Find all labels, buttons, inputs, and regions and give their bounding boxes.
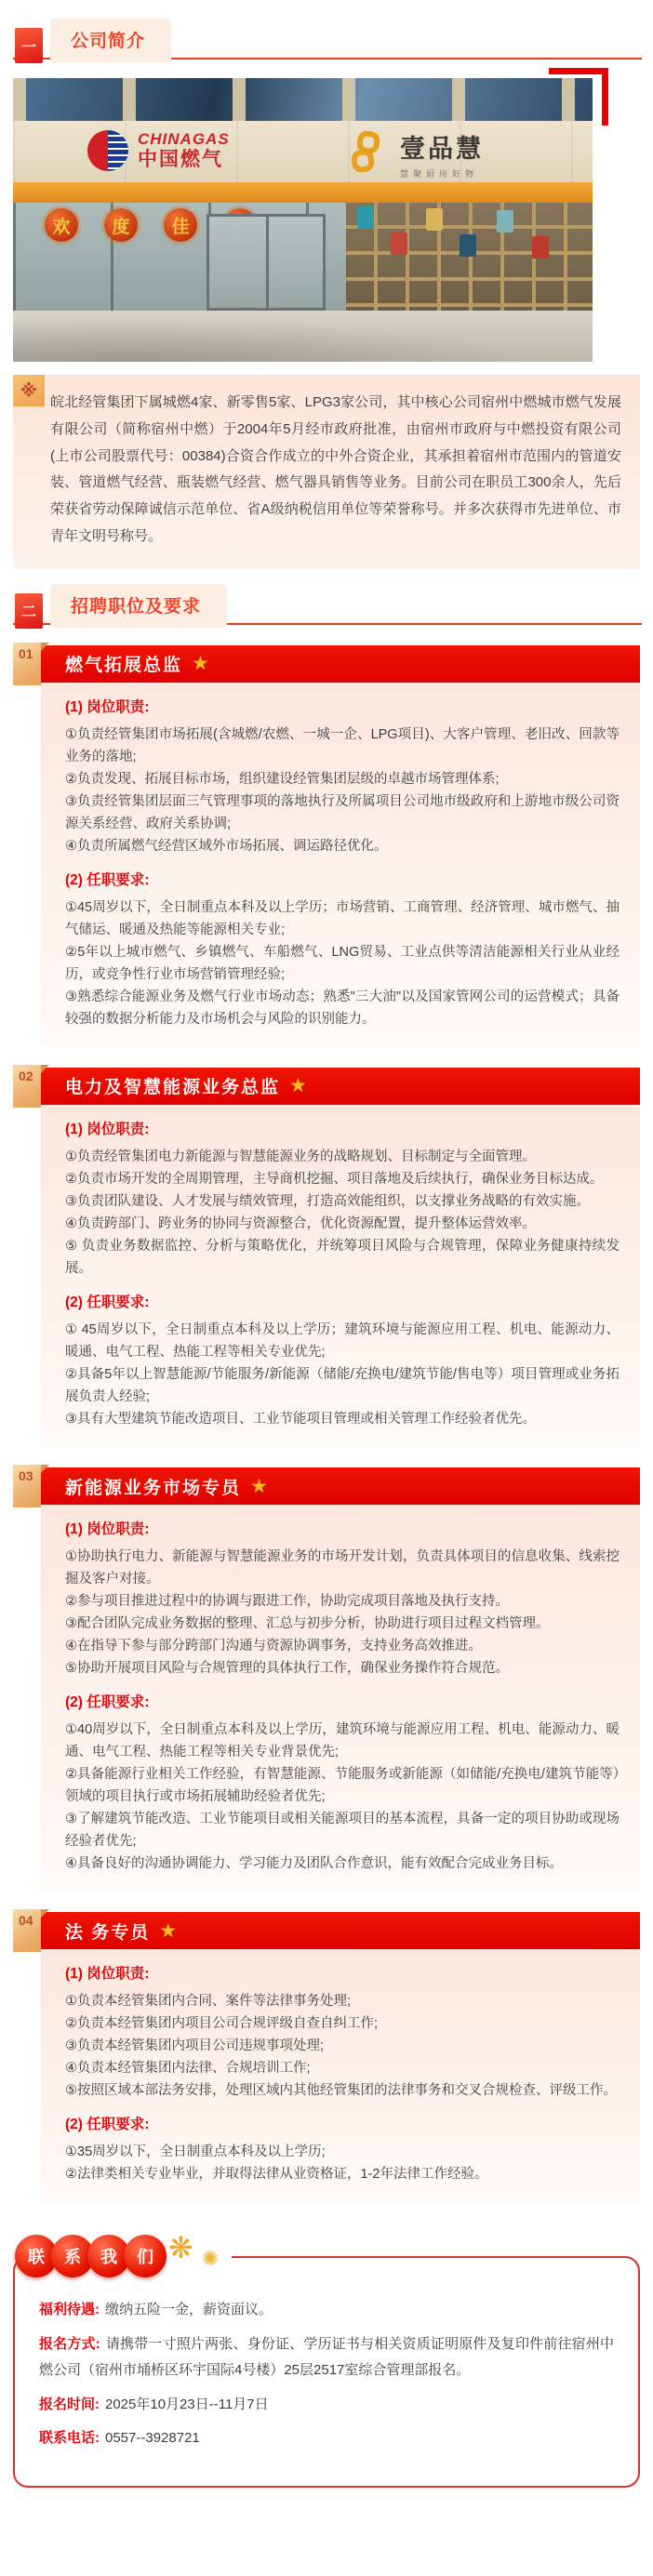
product-box: [357, 206, 374, 229]
product-box: [532, 236, 549, 259]
requirement-item: ①35周岁以下，全日制重点本科及以上学历;: [65, 2144, 326, 2160]
product-box: [460, 234, 476, 257]
yipinhui-sign-text: [400, 128, 484, 179]
duty-item: ④负责跨部门、跨业务的协同与资源整合，优化资源配置，提升整体运营效率。: [65, 1215, 536, 1231]
contact-label: 联系电话:: [39, 2430, 100, 2447]
duty-item: ⑤ 负责业务数据监控、分析与策略优化，并统筹项目风险与合规管理，保障业务健康持续发展。: [65, 1238, 620, 1276]
contact-value: 0557--3928721: [105, 2430, 200, 2447]
company-intro-box: [13, 375, 640, 569]
display-shelves: [346, 203, 593, 311]
fireworks-icon: ❋: [168, 2231, 193, 2265]
fireworks-decoration: [167, 2231, 232, 2278]
job-details: [41, 683, 640, 1047]
contact-label: 福利待遇:: [39, 2302, 100, 2318]
job-section-new-energy-market-specialist: [13, 1467, 640, 1892]
product-box: [497, 210, 513, 232]
duty-item: ③配合团队完成业务数据的整理、汇总与初步分析，协助进行项目过程文档管理。: [65, 1616, 550, 1631]
sign-text-chinese: 中国燃气: [138, 148, 223, 170]
entrance-door: [207, 214, 326, 311]
duty-item: ④在指导下参与部分跨部门沟通与资源协调事务，支持业务高效推进。: [65, 1639, 482, 1654]
requirement-item: ①45周岁以下，全日制重点本科及以上学历；市场营销、工商管理、经济管理、城市燃气、抽气储运、暖通及热能等能源相关专业;: [65, 899, 620, 937]
requirement-item: ②具备能源行业相关工作经验，有智慧能源、节能服务或新能源（如储能/充换电/建筑节能等）领域的项目执行或市场拓展辅助经验者优先;: [65, 1767, 620, 1805]
section-header-positions: [13, 584, 642, 625]
duty-item: ②负责发现、拓展目标市场，组织建设经管集团层级的卓越市场管理体系;: [65, 771, 500, 787]
job-details: [41, 1105, 640, 1447]
contact-badge-circle: 系: [51, 2235, 94, 2277]
duties-heading: (1) 岗位职责:: [65, 1121, 150, 1137]
festival-circle: 佳: [164, 208, 197, 242]
contact-line-apply-time: [39, 2392, 614, 2419]
section-number-chip: 一: [15, 28, 43, 63]
requirement-item: ③具有大型建筑节能改造项目、工业节能项目管理或相关管理工作经验者优先。: [65, 1412, 536, 1427]
sign-text-english: CHINAGAS: [138, 130, 230, 149]
job-banner: [13, 1912, 640, 1949]
star-icon: ★: [250, 1475, 268, 1497]
star-icon: ★: [159, 1919, 178, 1942]
photo-pavement: [13, 311, 593, 362]
contact-section: [13, 2231, 640, 2488]
contact-badge-circle: 我: [87, 2235, 130, 2277]
sign-name: 壹品慧: [400, 135, 484, 163]
requirements-heading: (2) 任职要求:: [65, 2117, 150, 2133]
contact-label: 报名方式:: [39, 2335, 100, 2352]
photo-upper-windows: [13, 78, 593, 121]
contact-line-benefits: [39, 2297, 614, 2324]
duty-item: ①负责本经管集团内合同、案件等法律事务处理;: [65, 1994, 352, 2010]
contact-line-apply-method: [39, 2331, 614, 2384]
logo-red-half: [87, 130, 108, 171]
duty-item: ①协助执行电力、新能源与智慧能源业务的市场开发计划，负责具体项目的信息收集、线索挖掘及客户对接。: [65, 1548, 620, 1587]
job-details: [41, 1949, 640, 2202]
requirement-item: ②5年以上城市燃气、乡镇燃气、车船燃气、LNG贸易、工业点供等清洁能源相关行业从业经历，或竞争性行业市场营销管理经验;: [65, 944, 620, 982]
festival-circle: 欢: [45, 208, 78, 242]
company-intro-text: 皖北经管集团下属城燃4家、新零售5家、LPG3家公司，其中核心公司宿州中燃城市燃气发展有限公司（简称宿州中燃）于2004年5月经市政府批准，由宿州市政府与中燃投资有限公司(上市公司股票代号：00384)合资合作成立的中外合资企业，其承担着宿州市范围内的管道安装、管道燃气经营、瓶装燃气经营、燃气器具销售等业务。目前公司在职员工300余人，先后荣获省劳动保障诚信示范单位、省A级纳税信用单位等荣誉称号。并多次获得市先进单位、市青年文明号称号。: [50, 394, 621, 544]
festival-circle: 度: [104, 208, 138, 242]
contact-badge-circle: 们: [124, 2235, 167, 2277]
job-banner: [13, 645, 640, 683]
requirement-item: ②具备5年以上智慧能源/节能服务/新能源（储能/充换电/建筑节能/售电等）项目管理或业务拓展负责人经验;: [65, 1366, 620, 1404]
yipinhui-logo-icon: [350, 131, 389, 178]
duty-item: ②负责市场开发的全周期管理，主导商机挖掘、项目落地及后续执行，确保业务目标达成。: [65, 1171, 604, 1187]
duty-item: ③负责本经管集团内项目公司违规事项处理;: [65, 2038, 325, 2054]
job-details: [41, 1505, 640, 1892]
china-gas-sign-text: [138, 131, 230, 170]
contact-value: 缴纳五险一金，薪资面议。: [105, 2302, 273, 2318]
duties-heading: (1) 岗位职责:: [65, 1966, 150, 1983]
requirement-item: ②法律类相关专业毕业，并取得法律从业资格证，1-2年法律工作经验。: [65, 2167, 488, 2183]
product-box: [391, 232, 407, 255]
sign-tagline: 慧聚厨房好物: [400, 169, 479, 179]
corner-bracket-decoration: [549, 68, 608, 126]
job-number-badge: 01: [13, 643, 41, 685]
duty-item: ②负责本经管集团内项目公司合规评级自查自纠工作;: [65, 2016, 379, 2032]
job-title: 燃气拓展总监: [65, 656, 183, 676]
photo-facade: [13, 121, 593, 182]
star-icon: ★: [192, 653, 209, 675]
duty-item: ③负责团队建设、人才发展与绩效管理，打造高效能组织，以支撑业务战略的有效实施。: [65, 1193, 590, 1209]
duty-item: ④负责所属燃气经营区域外市场拓展、调运路径优化。: [65, 838, 388, 854]
duty-item: ④负责本经管集团内法律、合规培训工作;: [65, 2061, 311, 2077]
requirement-item: ④具备良好的沟通协调能力、学习能力及团队合作意识，能有效配合完成业务目标。: [65, 1856, 563, 1872]
contact-info-box: [13, 2256, 640, 2488]
requirements-heading: (2) 任职要求:: [65, 1694, 150, 1711]
duty-item: ③负责经管集团层面三气管理事项的落地执行及所属项目公司地市级政府和上游地市级公司资源关系经营、政府关系协调;: [65, 793, 620, 831]
duty-item: ①负责经管集团市场拓展(含城燃/农燃、一城一企、LPG项目)、大客户管理、老旧改、回款等业务的落地;: [65, 726, 620, 764]
job-title: 电力及智慧能源业务总监: [65, 1078, 281, 1098]
duties-heading: (1) 岗位职责:: [65, 698, 150, 715]
job-section-power-smart-energy-director: [13, 1068, 640, 1447]
china-gas-logo-icon: [87, 130, 128, 171]
duties-heading: (1) 岗位职责:: [65, 1521, 150, 1538]
section-title-positions: 招聘职位及要求: [50, 584, 227, 628]
asterisk-marker-icon: ※: [13, 375, 45, 406]
contact-label: 报名时间:: [39, 2396, 100, 2412]
job-title: 法 务专员: [65, 1922, 151, 1943]
requirements-heading: (2) 任职要求:: [65, 871, 150, 888]
storefront-photo: [13, 78, 593, 362]
job-title: 新能源业务市场专员: [65, 1478, 242, 1498]
photo-wrapper: [13, 78, 593, 362]
requirements-heading: (2) 任职要求:: [65, 1295, 150, 1311]
contact-line-phone: [39, 2425, 614, 2452]
job-number-badge: 02: [13, 1065, 41, 1108]
section-header-company-intro: [13, 19, 642, 60]
requirement-item: ①40周岁以下，全日制重点本科及以上学历，建筑环境与能源应用工程、机电、能源动力、暖通、电气工程、热能工程等相关专业背景优先;: [65, 1721, 620, 1759]
job-number-badge: 03: [13, 1465, 41, 1507]
fireworks-icon: ✺: [202, 2247, 220, 2271]
photo-storefront: [13, 203, 593, 311]
china-gas-sign: [87, 130, 230, 171]
bottom-whitespace: [0, 2488, 653, 2576]
duty-item: ②参与项目推进过程中的协调与跟进工作，协助完成项目落地及执行支持。: [65, 1593, 509, 1609]
requirement-item: ③了解建筑节能改造、工业节能项目或相关能源项目的基本流程，具备一定的项目协助或现场经验者优先;: [65, 1812, 620, 1850]
job-banner: [13, 1068, 640, 1105]
contact-badge-circle: 联: [15, 2235, 58, 2277]
duty-item: ⑤按照区域本部法务安排，处理区域内其他经管集团的法律事务和交叉合规检查、评级工作。: [65, 2083, 617, 2099]
section-title-company-intro: 公司简介: [50, 19, 171, 62]
photo-awning: [13, 182, 593, 203]
requirement-item: ① 45周岁以下，全日制重点本科及以上学历；建筑环境与能源应用工程、机电、能源动力、暖通、电气工程、热能工程等相关专业优先;: [65, 1321, 620, 1360]
duty-item: ⑤协助开展项目风险与合规管理的具体执行工作，确保业务操作符合规范。: [65, 1661, 509, 1677]
star-icon: ★: [289, 1075, 307, 1097]
yipinhui-sign: [350, 128, 484, 179]
requirement-item: ③熟悉综合能源业务及燃气行业市场动态；熟悉"三大油"以及国家管网公司的运营模式；具备较强的数据分析能力及市场机会与风险的识别能力。: [65, 989, 620, 1027]
job-section-legal-specialist: [13, 1912, 640, 2202]
contact-value: 2025年10月23日--11月7日: [105, 2396, 269, 2412]
section-number-chip: 二: [15, 593, 43, 629]
job-section-gas-expansion-director: [13, 645, 640, 1047]
contact-us-badge: [13, 2231, 640, 2278]
contact-value: 请携带一寸照片两张、身份证、学历证书与相关资质证明原件及复印件前往宿州中燃公司（宿州市埇桥区环宇国际4号楼）25层2517室综合管理部报名。: [39, 2335, 614, 2379]
logo-blue-half: [108, 130, 128, 171]
job-banner: [13, 1467, 640, 1505]
logo-ring: [351, 148, 375, 172]
duty-item: ①负责经管集团电力新能源与智慧能源业务的战略规划、目标制定与全面管理。: [65, 1149, 536, 1164]
product-box: [426, 208, 443, 231]
job-number-badge: 04: [13, 1909, 41, 1952]
